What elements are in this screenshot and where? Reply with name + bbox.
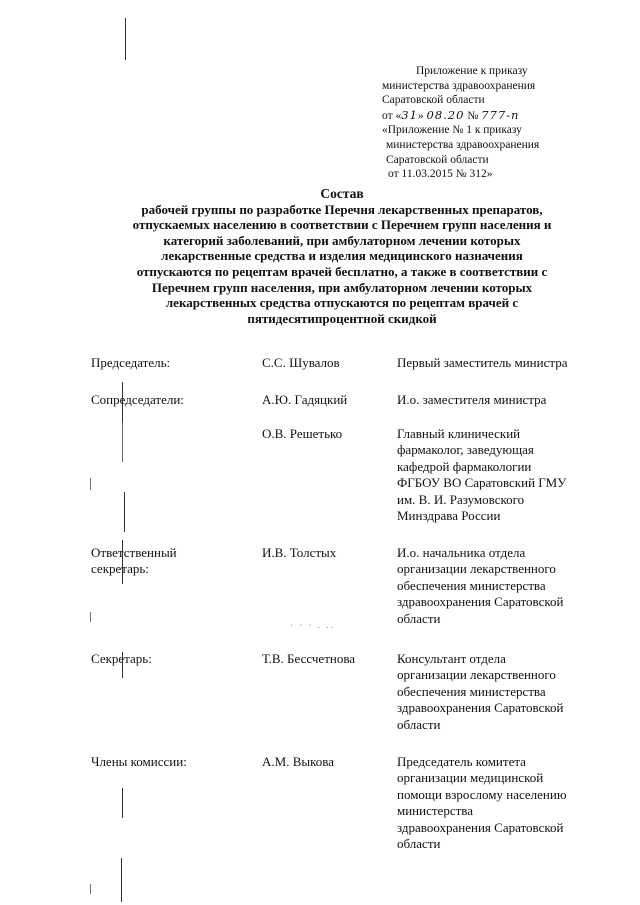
title-heading: Состав — [320, 186, 364, 201]
scan-artifact-line — [122, 788, 123, 818]
member-role: Секретарь: — [91, 651, 152, 666]
scan-artifact-line — [122, 422, 123, 462]
appendix-line: Саратовской области — [382, 94, 485, 107]
scan-artifact-speck: · · · . .. — [290, 620, 335, 630]
title-line: рабочей группы по разработке Перечня лекарственных препаратов, — [141, 201, 543, 217]
member-role: Сопредседатели: — [91, 392, 184, 407]
appendix-line: от 11.03.2015 № 312» — [388, 168, 493, 181]
scan-artifact-line — [90, 884, 91, 894]
member-name: О.В. Решетько — [262, 426, 343, 441]
member-role: Председатель: — [91, 355, 171, 370]
date-prefix: от « — [382, 109, 402, 122]
scan-artifact-line — [90, 612, 91, 622]
title-line: отпускаются по рецептам врачей бесплатно, а также в соответствии с — [136, 263, 548, 279]
appendix-line: министерства здравоохранения — [386, 138, 540, 151]
scan-artifact-line — [90, 478, 91, 490]
number-label: № — [467, 109, 479, 122]
member-name: А.Ю. Гадяцкий — [262, 392, 348, 407]
title-line: категорий заболеваний, при амбулаторном лечении которых — [163, 232, 521, 248]
title-line: лекарственных средства отпускаются по рецептам врачей с — [165, 295, 519, 311]
member-name: И.В. Толстых — [262, 545, 337, 560]
title-line: лекарственные средства и изделия медицинского назначения — [161, 248, 523, 264]
member-role: Ответственный секретарь: — [91, 545, 177, 577]
handwritten-month: 08.20 — [426, 107, 465, 122]
appendix-line: министерства здравоохранения — [382, 79, 536, 92]
scan-artifact-line — [121, 858, 122, 902]
member-name: Т.В. Бессчетнова — [262, 651, 356, 666]
member-position: Первый заместитель министра — [397, 355, 568, 370]
appendix-line: Приложение к приказу — [416, 65, 528, 77]
handwritten-number: 777-п — [481, 107, 520, 122]
member-position: Председатель комитета организации медицинской помощи взрослому населению министерства здравоохранения Саратовской области — [397, 754, 567, 852]
member-name: С.С. Шувалов — [262, 355, 340, 370]
handwritten-day: 31 — [401, 107, 418, 122]
scan-artifact-line — [124, 492, 125, 532]
appendix-header — [382, 64, 632, 182]
member-position: И.о. начальника отдела организации лекарственного обеспечения министерства здравоохранения Саратовской области — [397, 545, 564, 626]
appendix-line: Саратовской области — [386, 153, 489, 166]
member-role: Члены комиссии: — [91, 754, 187, 769]
appendix-date-line: от «31» 08.20 № 777-п — [382, 107, 520, 122]
member-position: И.о. заместителя министра — [397, 392, 547, 407]
title-line: отпускаемых населению в соответствии с Перечнем групп населения и — [132, 217, 552, 233]
member-position: Главный клинический фармаколог, заведующая кафедрой фармакологии ФГБОУ ВО Саратовский ГМУ им. В. И. Разумовского Минздрава России — [397, 426, 567, 524]
appendix-line: «Приложение № 1 к приказу — [382, 124, 522, 137]
document-title — [92, 186, 592, 326]
member-position: Консультант отдела организации лекарственного обеспечения министерства здравоохранения Саратовской области — [397, 651, 564, 732]
scan-artifact-line — [125, 18, 126, 60]
member-name: А.М. Выкова — [262, 754, 334, 769]
title-line: пятидесятипроцентной скидкой — [247, 310, 437, 326]
title-line: Перечнем групп населения, при амбулаторном лечении которых — [151, 279, 533, 295]
